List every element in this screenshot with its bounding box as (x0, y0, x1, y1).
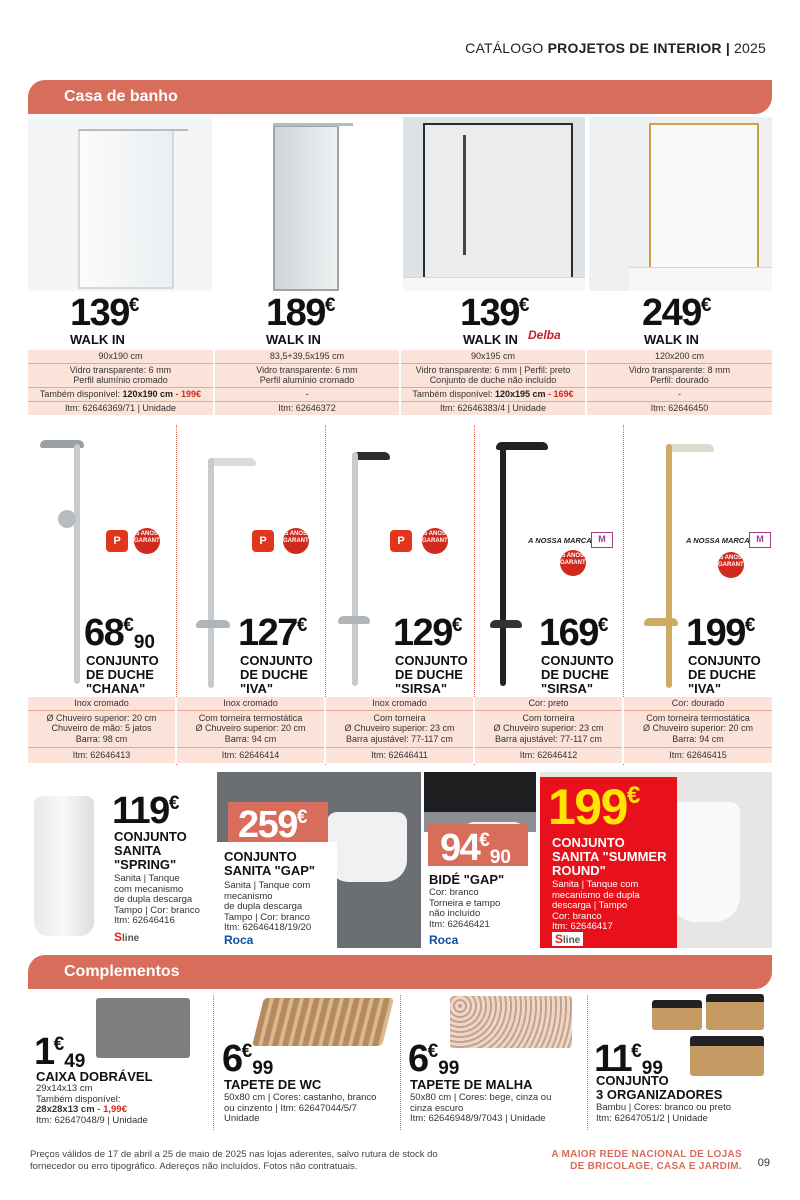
sline-logo: Sline (114, 930, 140, 944)
spec-size: 120x200 cm (586, 350, 772, 363)
spec-glass: Vidro transparente: 6 mm Perfil alumínio cromado (28, 363, 214, 387)
price-organizers: 11€99 (594, 1038, 663, 1080)
product-image-toilet-spring (34, 796, 94, 936)
spec-itm: Itm: 62646372 (214, 401, 400, 415)
warranty-badge-icon: 5 ANOS GARANTIA (560, 550, 586, 576)
product-image-folding-box (96, 998, 190, 1058)
spec-also-available: Também disponível: 120x190 cm - 199€ (28, 387, 214, 401)
catalog-prefix: CATÁLOGO (465, 40, 544, 56)
roca-logo: Roca (429, 933, 459, 947)
brand-m-icon: M (591, 532, 613, 548)
price-shower-iva-gold: 199€ (686, 612, 756, 654)
spec-also-available: - (214, 387, 400, 401)
product-desc-folding-box: 29x14x13 cm Também disponível: 28x28x13 cm - 1,99€ Itm: 62647048/9 | Unidade (36, 1083, 148, 1126)
column-divider (587, 995, 588, 1130)
section-title: Casa de banho (64, 88, 178, 105)
spec-finish: Inox cromado (176, 697, 325, 710)
header-separator: | (725, 40, 730, 56)
roca-logo: Roca (224, 933, 254, 947)
spec-itm: Itm: 62646450 (586, 401, 772, 415)
product-desc-organizers: Bambu | Cores: branco ou preto Itm: 62647051/2 | Unidade (596, 1102, 732, 1124)
spec-finish: Cor: preto (474, 697, 623, 710)
price-toilet-gap: 259€ (238, 804, 308, 846)
catalog-title: PROJETOS DE INTERIOR (547, 40, 722, 56)
grohe-brand-icon: P (390, 530, 412, 552)
shower-spec-table (28, 697, 772, 763)
product-desc-toilet-summer-round: Sanita | Tanque com mecanismo de dupla descarga | Tampo Cor: branco Itm: 62646417 (552, 879, 640, 932)
price-shower-sirsa: 129€ (393, 612, 463, 654)
product-name-bidet-gap: BIDÉ "GAP" (429, 872, 505, 887)
section-bar-complementos (28, 955, 772, 989)
spec-finish: Cor: dourado (623, 697, 772, 710)
spec-glass: Vidro transparente: 6 mm | Perfil: preto Conjunto de duche não incluído (400, 363, 586, 387)
product-name-walkin-3: WALK IN (463, 332, 518, 347)
brand-tagline: A MAIOR REDE NACIONAL DE LOJAS DE BRICOLAGE, CASA E JARDIM. (551, 1149, 742, 1172)
column-divider (213, 995, 214, 1130)
spec-glass: Vidro transparente: 6 mm Perfil alumínio cromado (214, 363, 400, 387)
product-name-shower-iva-gold: CONJUNTO DE DUCHE "IVA" (688, 653, 761, 696)
warranty-badge-icon: 5 ANOS GARANTIA (283, 528, 309, 554)
catalog-header (465, 40, 766, 56)
spec-details: Com torneira termostática Ø Chuveiro superior: 20 cm Barra: 94 cm (176, 710, 325, 747)
warranty-badge-icon: 5 ANOS GARANTIA (422, 528, 448, 554)
product-name-walkin-4: WALK IN (644, 332, 699, 347)
product-name-shower-sirsa-black: CONJUNTO DE DUCHE "SIRSA" (541, 653, 614, 696)
spec-itm: Itm: 62646414 (176, 747, 325, 763)
spec-also-available: Também disponível: 120x195 cm - 169€ (400, 387, 586, 401)
product-name-walkin-2: WALK IN (266, 332, 321, 347)
catalog-year: 2025 (734, 40, 766, 56)
spec-details: Com torneira termostática Ø Chuveiro superior: 20 cm Barra: 94 cm (623, 710, 772, 747)
price-mesh-mat: 6€99 (408, 1038, 460, 1080)
price-bidet-gap: 94€90 (440, 827, 511, 869)
product-image-toilet-gap (327, 812, 407, 882)
price-walkin-3: 139€ (460, 292, 530, 334)
walkin-spec-table (28, 350, 772, 415)
product-name-mesh-mat: TAPETE DE MALHA (410, 1077, 533, 1092)
delba-logo: Delba (528, 328, 561, 342)
product-desc-wc-mat: 50x80 cm | Cores: castanho, branco ou cinzento | Itm: 62647044/5/7 Unidade (224, 1092, 377, 1124)
product-image-walkin-4 (589, 117, 772, 291)
product-desc-mesh-mat: 50x80 cm | Cores: bege, cinza ou cinza escuro Itm: 62646948/9/7043 | Unidade (410, 1092, 552, 1124)
product-name-toilet-gap: CONJUNTO SANITA "GAP" (224, 849, 316, 878)
product-desc-bidet-gap: Cor: branco Torneira e tampo não incluído Itm: 62646421 (429, 887, 501, 930)
product-name-wc-mat: TAPETE DE WC (224, 1077, 322, 1092)
product-name-walkin-1: WALK IN (70, 332, 125, 347)
nossa-marca-label: A NOSSA MARCA (686, 536, 750, 545)
product-image-walkin-1 (28, 117, 212, 291)
product-image-wc-mat (252, 998, 394, 1046)
product-name-organizers: CONJUNTO 3 ORGANIZADORES (596, 1073, 723, 1102)
price-walkin-1: 139€ (70, 292, 140, 334)
product-image-organizers-2 (706, 994, 764, 1030)
spec-itm: Itm: 62646412 (474, 747, 623, 763)
price-walkin-4: 249€ (642, 292, 712, 334)
price-folding-box: 1€49 (34, 1031, 86, 1073)
spec-itm: Itm: 62646413 (28, 747, 176, 763)
price-wc-mat: 6€99 (222, 1038, 274, 1080)
nossa-marca-label: A NOSSA MARCA (528, 536, 592, 545)
product-image-toilet-summer-round (670, 802, 740, 922)
price-toilet-spring: 119€ (112, 790, 180, 832)
spec-glass: Vidro transparente: 8 mm Perfil: dourado (586, 363, 772, 387)
product-desc-toilet-spring: Sanita | Tanque com mecanismo de dupla descarga Tampo | Cor: branco Itm: 62646416 (114, 873, 200, 926)
product-image-mesh-mat (450, 996, 572, 1048)
product-image-organizers-3 (690, 1036, 764, 1076)
spec-finish: Inox cromado (28, 697, 176, 710)
brand-m-icon: M (749, 532, 771, 548)
spec-itm: Itm: 62646369/71 | Unidade (28, 401, 214, 415)
product-image-organizers (652, 1000, 702, 1030)
spec-itm: Itm: 62646415 (623, 747, 772, 763)
sline-logo: Sline (552, 932, 583, 946)
product-name-toilet-spring: CONJUNTO SANITA "SPRING" (114, 829, 187, 872)
product-name-shower-sirsa: CONJUNTO DE DUCHE "SIRSA" (395, 653, 468, 696)
product-name-folding-box: CAIXA DOBRÁVEL (36, 1069, 153, 1084)
legal-disclaimer: Preços válidos de 17 de abril a 25 de maio de 2025 nas lojas aderentes, salvo rutura de stock do fornecedor ou erro tipográfico. Adereços não incluídos. Fotos não contratuais. (30, 1149, 438, 1172)
spec-also-available: - (586, 387, 772, 401)
price-walkin-2: 189€ (266, 292, 336, 334)
section-bar-casa-de-banho (28, 80, 772, 114)
warranty-badge-icon: 5 ANOS GARANTIA (718, 552, 744, 578)
product-name-toilet-summer-round: CONJUNTO SANITA "SUMMER ROUND" (552, 835, 667, 878)
product-image-walkin-3 (403, 117, 585, 291)
product-desc-toilet-gap: Sanita | Tanque com mecanismo de dupla descarga Tampo | Cor: branco Itm: 62646418/19/20 (224, 880, 312, 933)
spec-size: 83,5+39,5x195 cm (214, 350, 400, 363)
spec-details: Ø Chuveiro superior: 20 cm Chuveiro de mão: 5 jatos Barra: 98 cm (28, 710, 176, 747)
price-shower-chana: 68€90 (84, 612, 155, 654)
price-toilet-summer-round: 199€ (548, 779, 641, 835)
spec-details: Com torneira Ø Chuveiro superior: 23 cm Barra ajustável: 77-117 cm (474, 710, 623, 747)
section-title: Complementos (64, 963, 180, 980)
spec-finish: Inox cromado (325, 697, 474, 710)
spec-details: Com torneira Ø Chuveiro superior: 23 cm Barra ajustável: 77-117 cm (325, 710, 474, 747)
product-image-walkin-2 (215, 117, 399, 291)
spec-size: 90x195 cm (400, 350, 586, 363)
grohe-brand-icon: P (106, 530, 128, 552)
product-name-shower-chana: CONJUNTO DE DUCHE "CHANA" (86, 653, 159, 696)
price-shower-iva: 127€ (238, 612, 308, 654)
grohe-brand-icon: P (252, 530, 274, 552)
page-number: 09 (757, 1157, 770, 1169)
column-divider (400, 995, 401, 1130)
product-name-shower-iva: CONJUNTO DE DUCHE "IVA" (240, 653, 313, 696)
price-shower-sirsa-black: 169€ (539, 612, 609, 654)
warranty-badge-icon: 5 ANOS GARANTIA (134, 528, 160, 554)
spec-itm: Itm: 62646411 (325, 747, 474, 763)
spec-itm: Itm: 62646383/4 | Unidade (400, 401, 586, 415)
spec-size: 90x190 cm (28, 350, 214, 363)
